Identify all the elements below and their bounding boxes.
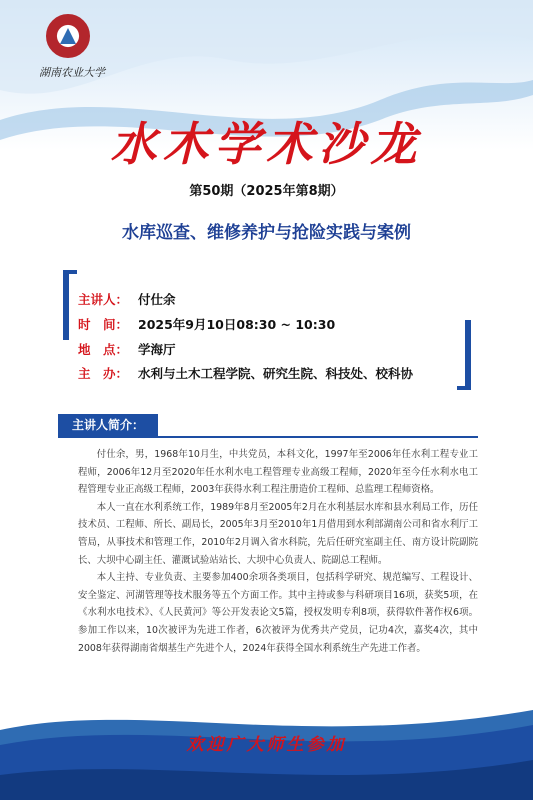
info-row-location [78, 340, 176, 358]
speaker-intro-header [58, 414, 478, 438]
info-label: 地 点： [78, 342, 129, 357]
bracket-decoration [63, 270, 77, 274]
lecture-topic: 水库巡查、维修养护与抢险实践与案例 [122, 223, 411, 243]
university-name: 湖南农业大学 [39, 66, 105, 79]
info-label: 主讲人： [78, 292, 129, 307]
info-label: 时 间： [78, 317, 129, 332]
speaker-bio [78, 446, 478, 657]
bio-paragraph: 本人主持、专业负责、主要参加400余项各类项目，包括科学研究、规范编写、工程设计、安全鉴定、河湖管理等技术服务等五个方面工作。其中主持或参与科研项目16项，获奖5项，在《水利水电技术》、《人民黄河》等公开发表论文5篇，授权发明专利8项，获得软件著作权6项。参加工作以来，10次被评为先进工作者，6次被评为优秀共产党员，记功4次，嘉奖4次，其中2008年获得湖南省烟基生产先进个人，2024年获得全国水利系统生产先进工作者。 [78, 572, 478, 654]
bracket-decoration [465, 320, 471, 390]
bracket-decoration [457, 386, 471, 390]
bio-paragraph: 付仕余，男，1968年10月生，中共党员，本科文化，1997年至2006年任水利工程专业工程师，2006年12月至2020年任水利水电工程管理专业高级工程师，2020年至今任水利水电工程管理专业正高级工程师，2003年获得水利工程注册造价工程师、总监理工程师资格。 [78, 449, 478, 496]
info-row-speaker [78, 290, 176, 308]
section-title: 主讲人简介： [58, 414, 158, 436]
info-row-organizer [78, 364, 413, 382]
info-value: 付仕余 [138, 292, 176, 307]
info-value: 学海厅 [138, 342, 176, 357]
info-value: 2025年9月10日08:30 ~ 10:30 [138, 317, 336, 332]
university-logo-icon [46, 14, 90, 58]
page-title: 水木学术沙龙 [110, 117, 423, 171]
event-info-box [63, 270, 471, 390]
bio-paragraph: 本人一直在水利系统工作，1989年8月至2005年2月在水利基层水库和县水利局工作，历任技术员、工程师、所长、副局长，2005年3月至2010年1月借用到水利部湖南公司和省水利厅工管局，从事技术和管理工作，2010年2月调入省水科院，先后任研究室副主任、南方设计院副院长、大坝中心副主任、灌溉试验站站长、大坝中心负责人、院副总工程师。 [78, 501, 478, 566]
info-row-time [78, 315, 335, 333]
info-value: 水利与土木工程学院、研究生院、科技处、校科协 [138, 366, 414, 381]
issue-number: 第50期（2025年第8期） [189, 184, 344, 199]
welcome-slogan: 欢迎广大师生参加 [186, 735, 347, 755]
bracket-decoration [63, 270, 69, 340]
info-label: 主 办： [78, 366, 129, 381]
